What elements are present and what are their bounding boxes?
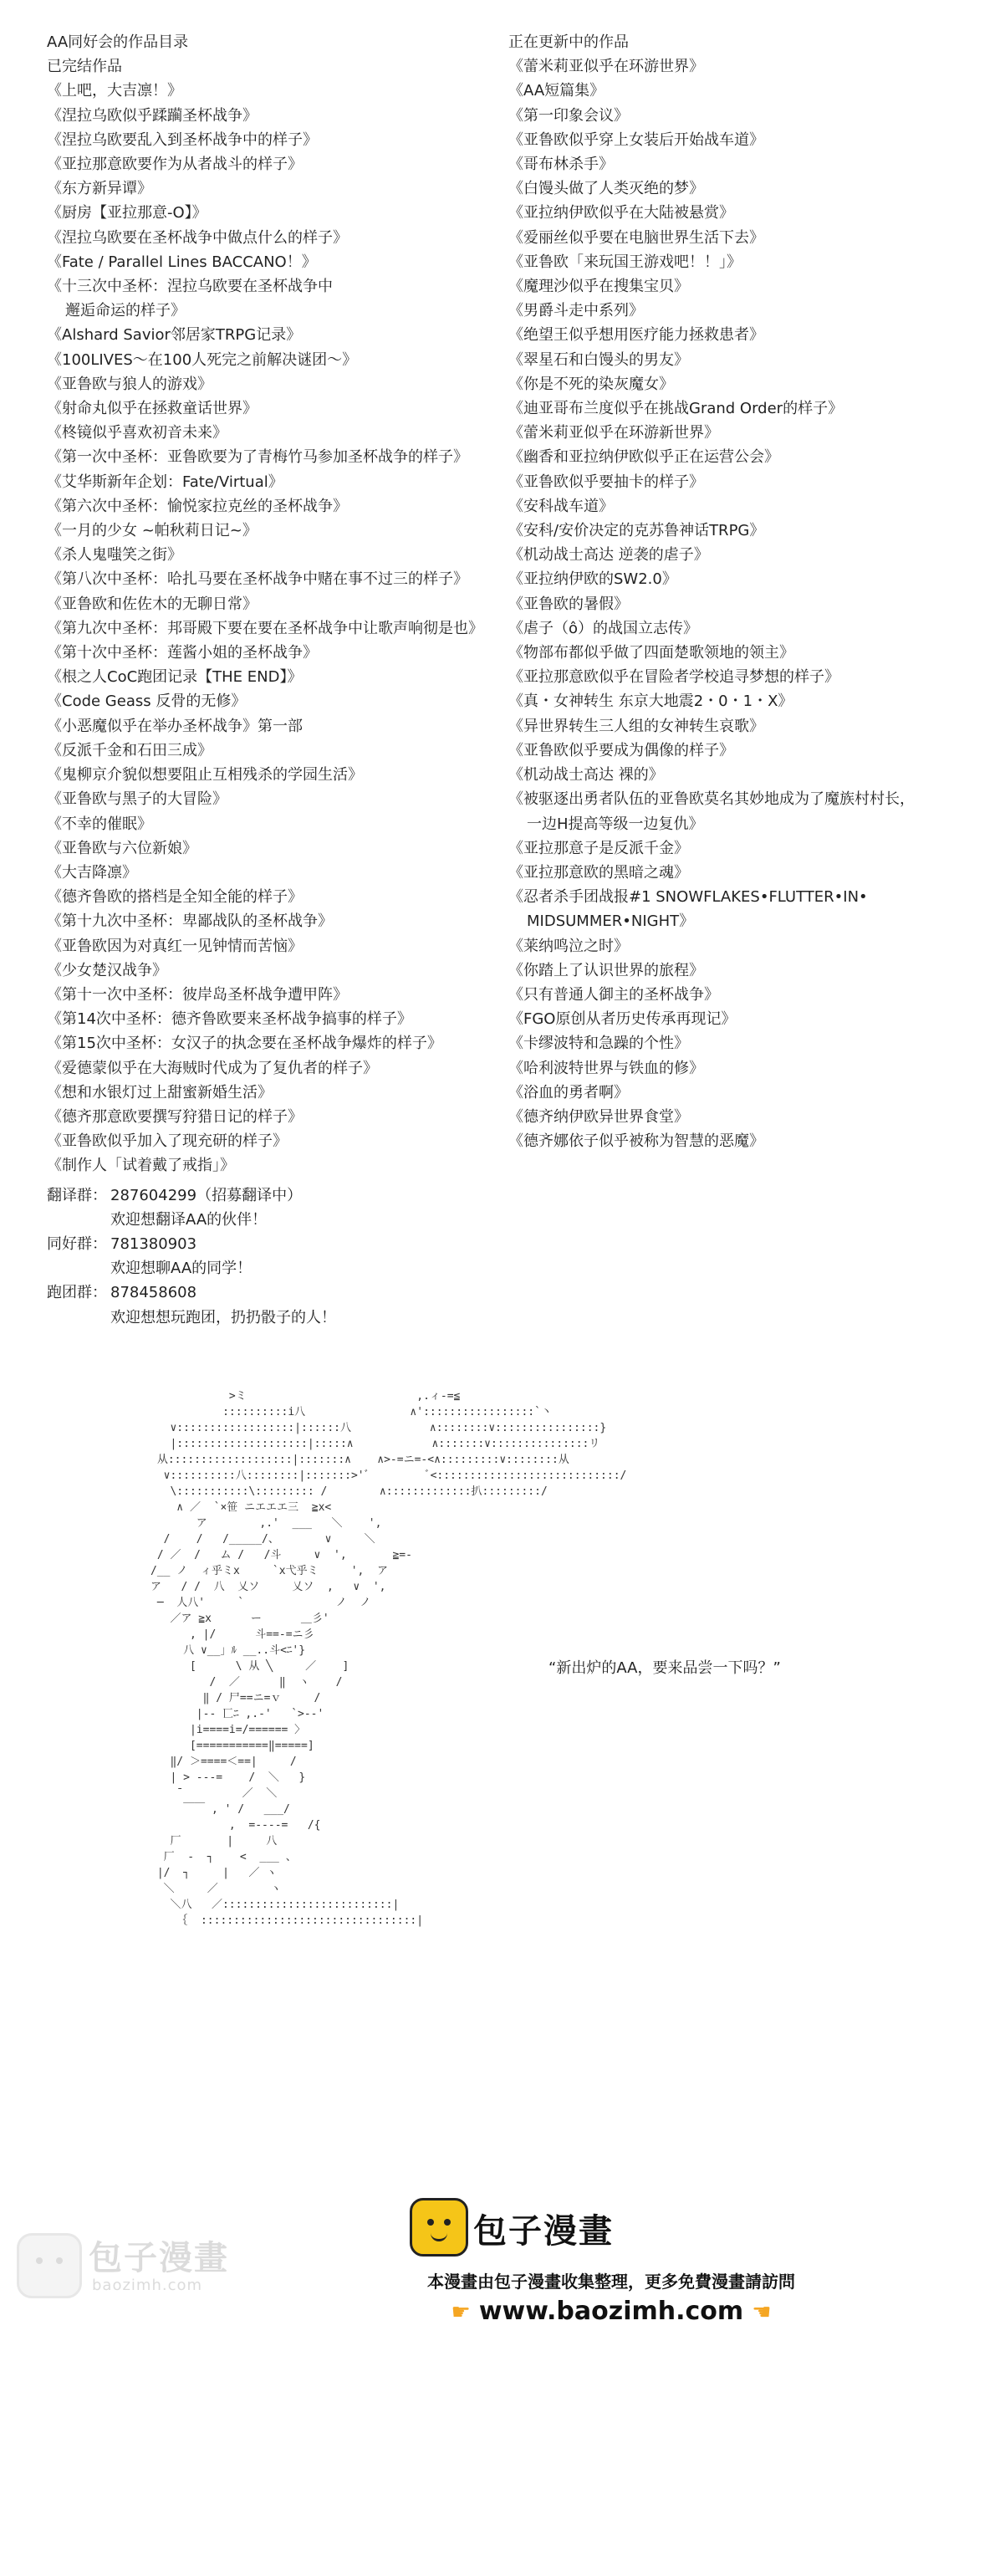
work-title-item: 《亚鲁欧似乎要抽卡的样子》 [508, 473, 704, 491]
work-title-item: 《你是不死的染灰魔女》 [508, 375, 674, 393]
work-title-item: 《AA短篇集》 [508, 82, 605, 100]
work-title-item: 《100LIVES～在100人死完之前解决谜团～》 [47, 350, 358, 369]
contact-note: 欢迎想翻译AA的伙伴！ [110, 1210, 268, 1229]
contact-value: 878458608 [110, 1284, 197, 1302]
work-title-item: 《真・女神转生 东京大地震2・0・1・X》 [508, 693, 793, 711]
work-title-item: 《亚鲁欧「来玩国王游戏吧！！」》 [508, 253, 742, 271]
work-title-item: 《爱德蒙似乎在大海贼时代成为了复仇者的样子》 [47, 1059, 378, 1077]
right-column [508, 30, 993, 1153]
work-title-item: 《亚鲁欧似乎穿上女装后开始战车道》 [508, 130, 764, 149]
work-title-item: 《亚鲁欧因为对真红一见钟情而苦恼》 [47, 937, 303, 955]
work-title-item: 《被驱逐出勇者队伍的亚鲁欧莫名其妙地成为了魔族村村长， [508, 790, 915, 809]
work-title-item: 《小恶魔似乎在举办圣杯战争》第一部 [47, 717, 303, 735]
work-title-item: 《虐子（ô）的战国立志传》 [508, 619, 699, 637]
work-title-item: 《异世界转生三人组的女神转生哀歌》 [508, 717, 764, 735]
footer-url-row[interactable] [0, 2297, 1005, 2326]
work-title-item: 《安科战车道》 [508, 497, 614, 515]
right-header: 正在更新中的作品 [508, 33, 629, 51]
footer-url-link[interactable]: www.baozimh.com [478, 2297, 744, 2326]
work-title-item: 《蕾米莉亚似乎在环游世界》 [508, 58, 704, 76]
work-title-item: 《第十九次中圣杯：卑鄙战队的圣杯战争》 [47, 912, 333, 931]
work-title-item: 《德齐那意欧要撰写狩猎日记的样子》 [47, 1107, 303, 1126]
work-title-item: 《亚拉那意欧要作为从者战斗的样子》 [47, 156, 303, 174]
footer-notice: 本漫畫由包子漫畫收集整理，更多免費漫畫請訪問 [427, 2272, 795, 2292]
work-title-item: 《男爵斗走中系列》 [508, 302, 644, 320]
work-title-item: 《FGO原创从者历史传承再现记》 [508, 1010, 737, 1029]
work-title-item: 《爱丽丝似乎要在电脑世界生活下去》 [508, 228, 764, 247]
work-title-item: 《德齐娜依子似乎被称为智慧的恶魔》 [508, 1132, 764, 1151]
work-title-item: 《想和水银灯过上甜蜜新婚生活》 [47, 1083, 273, 1101]
work-title-item: 《亚拉那意欧的黑暗之魂》 [508, 863, 689, 882]
contact-value: 287604299（招募翻译中） [110, 1186, 303, 1204]
work-title-item: 《射命丸似乎在拯救童话世界》 [47, 400, 258, 418]
work-title-item: 《物部布都似乎做了四面楚歌领地的领主》 [508, 644, 794, 662]
work-title-item: 《亚鲁欧似乎加入了现充研的样子》 [47, 1132, 288, 1151]
work-title-item: 《大吉降凛》 [47, 863, 137, 882]
work-title-item: 《十三次中圣杯：涅拉乌欧要在圣杯战争中 [47, 278, 333, 296]
work-title-item: 《亚拉那意子是反派千金》 [508, 839, 689, 857]
contact-row [47, 1232, 498, 1256]
footer [0, 2175, 1005, 2340]
work-title-item: 《涅拉乌欧要乱入到圣杯战争中的样子》 [47, 130, 318, 149]
work-title-item: 《亚鲁欧的暑假》 [508, 595, 629, 613]
work-title-item: 《第一印象会议》 [508, 106, 629, 125]
work-title-item: 《德齐鲁欧的搭档是全知全能的样子》 [47, 888, 303, 907]
work-title-item: 《Fate / Parallel Lines BACCANO！》 [47, 253, 317, 271]
work-title-item: 《亚拉纳伊欧似乎在大陆被悬赏》 [508, 204, 734, 222]
work-title-item: 《魔理沙似乎在搜集宝贝》 [508, 278, 689, 296]
ascii-art-text: >ミ ,.ィ-=≦ ::::::::::i八 ∧':::::::::::::::::`丶 ∨::::::::::::::::::|::::::八 ∧::::::::∨::::::::::::::::} |::::::::::::::::::::|:::::∧ ∧:::::::∨:::::::::::::::リ 从:::::::::::::::::::|:::::::∧ ∧>-=ニ=-<∧:::::::::∨::::::::从 ∨::::::::::八::::::::|:::::::>'ﾞ ﾞ<::::::::::::::::::::::::::::/ \:::::::::::\::::::::: / ∧:::::::::::::扒:::::::::/ ∧ ／ `×笹 ニエエエ三 ≧x< ア ,.' ___ ＼ ', / / /_____/、 ∨ ＼ / ／ / ム / /斗 ∨ ', ≧=- /__ ノ ィ乎ミx `x弋乎ミ ', ア ア / / 八 乂ソ 乂ソ , ∨ ', ─ 人八' ` ノ ノ ／ア ≧x ー ＿彡' , |/ 斗==‐=ニ彡 八 ∨__」ﾙ __..斗<ﾆ'} [ \ 从 ╲ ／ ] / ／ ‖ ヽ / ‖ / 尸==ニ=ｖ / |-‐ 匸ﾆ ,.‐' `>-‐' |i====i=/====== 〉 [===========‖=====] ‖/ ＞====＜==| / | > -‐‐= / ＼ } ̄ ／ ＼ ￣￣ , ' / ___/ , =-‐-‐= /{ 厂 | 八 厂 ‐ ┐ < ___ 、 |/ ┐ | ／ ヽ ＼ ／ ヽ ＼八 ／::::::::::::::::::::::::::| ｛ :::::::::::::::::::::::::::::::::| [150, 1390, 627, 1927]
work-title-item: 《亚拉纳伊欧的SW2.0》 [508, 570, 677, 589]
work-title-item: 《柊镜似乎喜欢初音未来》 [47, 424, 227, 442]
contact-label: 跑团群： [47, 1284, 107, 1302]
contact-groups [47, 1183, 498, 1330]
work-title-item: 《只有普通人御主的圣杯战争》 [508, 985, 719, 1004]
work-title-item: 《卡缪波特和急躁的个性》 [508, 1035, 689, 1053]
work-title-item: 《第十次中圣杯：莲酱小姐的圣杯战争》 [47, 644, 318, 662]
work-title-item: 《机动战士高达 逆袭的虐子》 [508, 546, 709, 565]
work-title-item: 《涅拉乌欧要在圣杯战争中做点什么的样子》 [47, 228, 348, 247]
work-title-item: 《莱纳鸣泣之时》 [508, 937, 629, 955]
work-title-item: 邂逅命运的样子》 [65, 302, 186, 320]
work-title-item: 《上吧，大吉凛！》 [47, 82, 182, 100]
work-title-item: 《幽香和亚拉纳伊欧似乎正在运营公会》 [508, 448, 779, 467]
pointing-hand-icon: ☛ [451, 2300, 471, 2325]
work-title-item: 《亚鲁欧似乎要成为偶像的样子》 [508, 741, 734, 759]
work-title-item: 《亚鲁欧和佐佐木的无聊日常》 [47, 595, 258, 613]
speech-text: “新出炉的AA，要来品尝一下吗？” [548, 1659, 781, 1677]
work-title-item: 《根之人CoC跑团记录【THE END】》 [47, 668, 303, 687]
contact-value: 781380903 [110, 1234, 197, 1253]
work-title-item: 《绝望王似乎想用医疗能力拯救患者》 [508, 326, 764, 345]
work-title-item: 《杀人鬼嗤笑之街》 [47, 546, 182, 565]
contact-label: 同好群： [47, 1234, 107, 1253]
work-title-item: 《德齐纳伊欧异世界食堂》 [508, 1107, 689, 1126]
work-title-item: 《哥布林杀手》 [508, 156, 614, 174]
work-title-item: 《第一次中圣杯：亚鲁欧要为了青梅竹马参加圣杯战争的样子》 [47, 448, 468, 467]
contact-note: 欢迎想想玩跑团，扔扔骰子的人！ [110, 1308, 336, 1326]
work-title-item: MIDSUMMER•NIGHT》 [527, 912, 695, 931]
work-title-item: 《白馒头做了人类灭绝的梦》 [508, 180, 704, 198]
left-header: AA同好会的作品目录 [47, 33, 189, 51]
work-title-item: 《第十一次中圣杯：彼岸岛圣杯战争遭甲阵》 [47, 985, 348, 1004]
work-title-item: 《Code Geass 反骨的无修》 [47, 693, 247, 711]
brand-logo-icon [410, 2198, 468, 2257]
work-title-item: 《Alshard Savior邻居家TRPG记录》 [47, 326, 302, 345]
work-title-item: 《第15次中圣杯：女汉子的执念要在圣杯战争爆炸的样子》 [47, 1035, 442, 1053]
work-title-item: 《东方新异谭》 [47, 180, 152, 198]
brand-name: 包子漫畫 [473, 2212, 614, 2251]
work-title-item: 《机动战士高达 裸的》 [508, 766, 664, 785]
work-title-item: 《不幸的催眠》 [47, 815, 152, 833]
work-title-item: 《亚鲁欧与狼人的游戏》 [47, 375, 212, 393]
work-title-item: 《反派千金和石田三成》 [47, 741, 212, 759]
contact-note: 欢迎想聊AA的同学！ [110, 1260, 253, 1278]
work-title-item: 《你踏上了认识世界的旅程》 [508, 961, 704, 979]
work-title-item: 《艾华斯新年企划：Fate/Virtual》 [47, 473, 283, 491]
work-title-item: 《哈利波特世界与铁血的修》 [508, 1059, 704, 1077]
work-title-item: 一边H提高等级一边复仇》 [527, 815, 704, 833]
work-title-item: 《第六次中圣杯：愉悦家拉克丝的圣杯战争》 [47, 497, 348, 515]
work-title-item: 《厨房【亚拉那意-O】》 [47, 204, 207, 222]
work-title-item: 《鬼柳京介貌似想要阻止互相残杀的学园生活》 [47, 766, 363, 785]
completed-label: 已完结作品 [47, 58, 122, 76]
work-title-item: 《安科/安价决定的克苏鲁神话TRPG》 [508, 522, 765, 540]
work-title-item: 《亚拉那意欧似乎在冒险者学校追寻梦想的样子》 [508, 668, 839, 687]
work-title-item: 《浴血的勇者啊》 [508, 1083, 629, 1101]
contact-label: 翻译群： [47, 1186, 107, 1204]
work-title-item: 《制作人「试着戴了戒指」》 [47, 1157, 235, 1175]
watermark-name: 包子漫畫 [89, 2239, 229, 2277]
work-title-item: 《涅拉乌欧似乎蹂躏圣杯战争》 [47, 106, 258, 125]
work-title-item: 《迪亚哥布兰度似乎在挑战Grand Order的样子》 [508, 400, 844, 418]
work-title-item: 《第九次中圣杯：邦哥殿下要在要在圣杯战争中让歌声响彻是也》 [47, 619, 483, 637]
pointing-hand-icon: ☚ [752, 2300, 772, 2325]
work-title-item: 《蕾米莉亚似乎在环游新世界》 [508, 424, 719, 442]
left-column [47, 30, 498, 1330]
completed-works-list [47, 79, 498, 1178]
work-title-item: 《亚鲁欧与黑子的大冒险》 [47, 790, 227, 809]
watermark-url: baozimh.com [92, 2277, 203, 2294]
work-title-item: 《翠星石和白馒头的男友》 [508, 350, 689, 369]
work-title-item: 《少女楚汉战争》 [47, 961, 167, 979]
work-title-item: 《第八次中圣杯：哈扎马要在圣杯战争中赌在事不过三的样子》 [47, 570, 468, 589]
work-title-item: 《一月的少女 ~帕秋莉日记~》 [47, 522, 258, 540]
work-title-item: 《第14次中圣杯：德齐鲁欧要来圣杯战争搞事的样子》 [47, 1010, 412, 1029]
contact-row [47, 1183, 498, 1208]
ongoing-works-list [508, 54, 993, 1153]
work-title-item: 《忍者杀手团战报#1 SNOWFLAKES•FLUTTER•IN• [508, 888, 868, 907]
work-title-item: 《亚鲁欧与六位新娘》 [47, 839, 197, 857]
contact-row [47, 1280, 498, 1305]
